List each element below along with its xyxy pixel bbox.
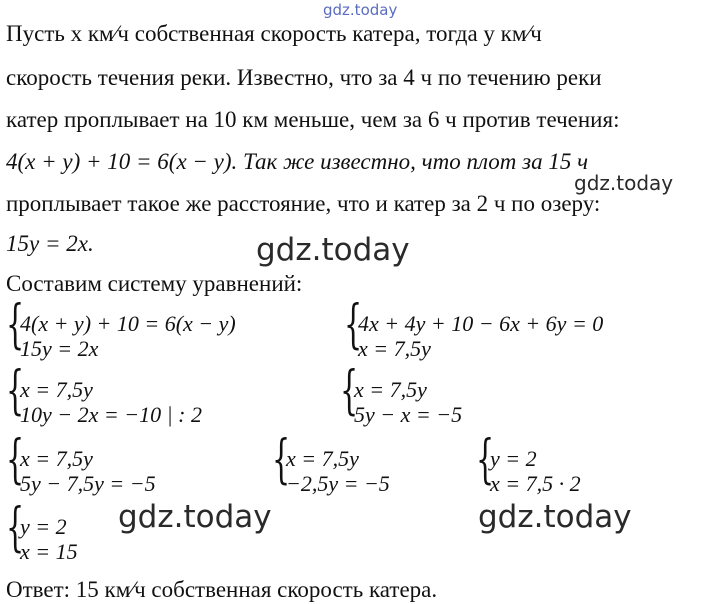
system-8 bbox=[6, 498, 126, 566]
system-4-eq2: 5y − x = −5 bbox=[354, 402, 463, 427]
equation-result: 15y = 2x. bbox=[6, 231, 94, 256]
brace-icon: { bbox=[6, 498, 25, 558]
watermark-top: gdz.today bbox=[323, 1, 398, 19]
brace-icon: { bbox=[476, 430, 495, 490]
system-7 bbox=[476, 430, 656, 498]
text-line-3: катер проплывает на 10 км меньше, чем за 6 ч против течения: bbox=[6, 107, 620, 132]
system-3-eq1: x = 7,5y bbox=[20, 377, 93, 402]
text-line-1: Пусть x км⁄ч собственная скорость катера, тогда y км⁄ч bbox=[6, 21, 542, 46]
watermark-big-2: gdz.today bbox=[118, 499, 272, 535]
system-6-eq1: x = 7,5y bbox=[286, 446, 359, 471]
text-line-2: скорость течения реки. Известно, что за 4 ч по течению реки bbox=[6, 65, 602, 90]
watermark-big-1: gdz.today bbox=[256, 232, 410, 268]
text-line-5: проплывает такое же расстояние, что и катер за 2 ч по озеру: bbox=[6, 191, 601, 216]
system-5-eq2: 5y − 7,5y = −5 bbox=[20, 471, 156, 496]
brace-icon: { bbox=[6, 430, 25, 490]
system-5 bbox=[6, 430, 236, 498]
system-7-eq2: x = 7,5 · 2 bbox=[490, 471, 581, 496]
system-2-eq2: x = 7,5y bbox=[358, 336, 431, 361]
system-heading: Составим систему уравнений: bbox=[6, 271, 303, 296]
brace-icon: { bbox=[6, 361, 25, 421]
system-1-eq2: 15y = 2x bbox=[20, 336, 99, 361]
system-5-eq1: x = 7,5y bbox=[20, 446, 93, 471]
watermark-mid: gdz.today bbox=[574, 171, 674, 195]
brace-icon: { bbox=[272, 430, 291, 490]
system-2-eq1: 4x + 4y + 10 − 6x + 6y = 0 bbox=[358, 311, 604, 336]
system-6-eq2: −2,5y = −5 bbox=[286, 471, 390, 496]
answer-line: Ответ: 15 км⁄ч собственная скорость катера. bbox=[6, 577, 438, 602]
watermark-big-3: gdz.today bbox=[478, 499, 632, 535]
system-3 bbox=[6, 361, 326, 429]
system-8-eq2: x = 15 bbox=[20, 539, 78, 564]
system-1 bbox=[6, 295, 336, 363]
brace-icon: { bbox=[6, 295, 25, 355]
system-2 bbox=[344, 295, 714, 363]
system-4 bbox=[340, 361, 600, 429]
system-7-eq1: y = 2 bbox=[490, 446, 537, 471]
system-4-eq1: x = 7,5y bbox=[354, 377, 427, 402]
system-6 bbox=[272, 430, 452, 498]
brace-icon: { bbox=[340, 361, 359, 421]
brace-icon: { bbox=[344, 295, 363, 355]
system-1-eq1: 4(x + y) + 10 = 6(x − y) bbox=[20, 311, 236, 336]
system-3-eq2: 10y − 2x = −10 | : 2 bbox=[20, 402, 202, 427]
system-8-eq1: y = 2 bbox=[20, 514, 67, 539]
equation-line: 4(x + y) + 10 = 6(x − y). Так же известно, что плот за 15 ч bbox=[6, 149, 589, 174]
